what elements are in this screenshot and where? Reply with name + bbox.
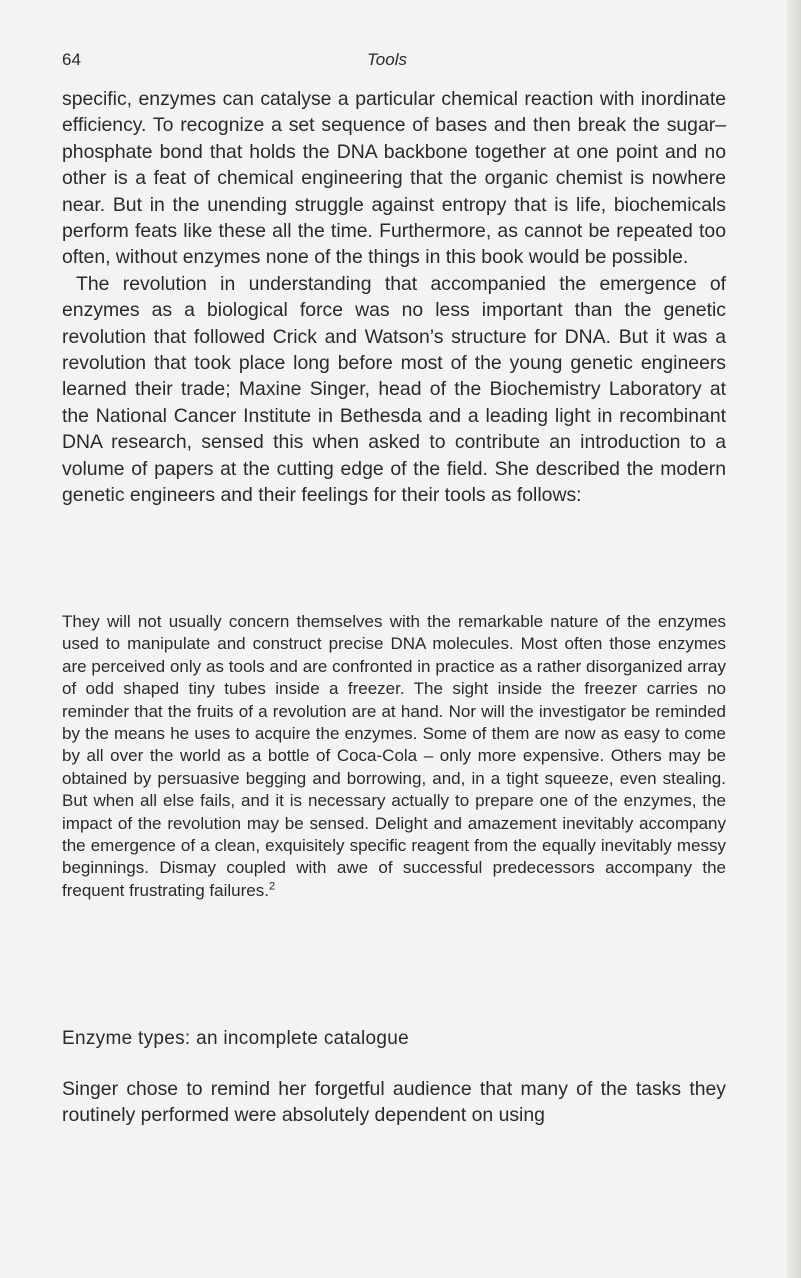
paragraph: Singer chose to remind her forgetful audience that many of the tasks they routinely performed were absolutely dependent on using (62, 1078, 726, 1127)
page-header (62, 50, 712, 74)
quote-text: They will not usually concern themselves with the remarkable nature of the enzymes used to manipulate and construct precise DNA molecules. Most often those enzymes are perceived only as tools and are confronted in practice as a rather disorganized array of odd shaped tiny tubes inside a freezer. The sight inside the freezer carries no reminder that the fruits of a revolution are at hand. Nor will the investigator be reminded by the means he uses to acquire the enzymes. Some of them are now as easy to come by all over the world as a bottle of Coca-Cola – only more expensive. Others may be obtained by persuasive begging and borrowing, and, in a tight squeeze, even stealing. But when all else fails, and it is necessary actually to prepare one of the enzymes, the impact of the revolution may be sensed. Delight and amazement inevitably accompany the emergence of a clean, exquisitely specific reagent from the equally inevitably messy beginnings. Dismay coupled with awe of successful predecessors accompany the frequent frustrating failures. (62, 612, 726, 900)
page-edge-shadow (787, 0, 801, 1278)
block-quote (62, 611, 726, 902)
paragraph: specific, enzymes can catalyse a particular chemical reaction with inordinate efficiency. To recognize a set sequence of bases and then break the sugar–phosphate bond that holds the DNA backbone together at one point and no other is a feat of chemical engineering that the organic chemist is nowhere near. But in the unending struggle against entropy that is life, biochemicals perform feats like these all the time. Furthermore, as cannot be repeated too often, without enzymes none of the things in this book would be possible. (62, 88, 726, 269)
footnote-marker: 2 (268, 880, 276, 893)
paragraph: The revolution in understanding that accompanied the emergence of enzymes as a biological force was no less important than the genetic revolution that followed Crick and Watson’s structure for DNA. But it was a revolution that took place long before most of the young genetic engineers learned their trade; Maxine Singer, head of the Biochemistry Laboratory at the National Cancer Institute in Bethesda and a leading light in recombinant DNA research, sensed this when asked to contribute an introduction to a volume of papers at the cutting edge of the field. She described the modern genetic engineers and their feelings for their tools as follows: (62, 272, 726, 507)
section-heading: Enzyme types: an incomplete catalogue (62, 1028, 409, 1049)
body-text (62, 86, 726, 509)
running-head: Tools (366, 50, 407, 69)
section-body (62, 1076, 726, 1129)
page-number: 64 (62, 50, 81, 69)
